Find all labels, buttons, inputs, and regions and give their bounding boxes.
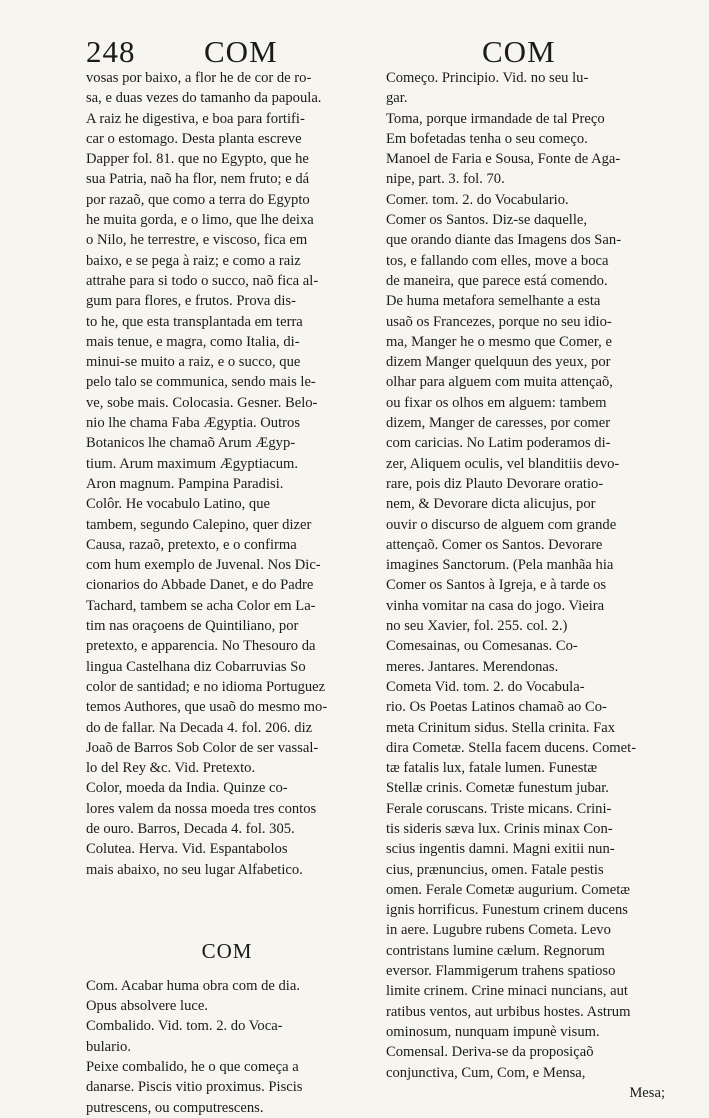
text-line: do de fallar. Na Decada 4. fol. 206. diz xyxy=(86,719,313,736)
text-line: he muita gorda, e o limo, que lhe deixa xyxy=(86,212,314,229)
text-line: Dapper fol. 81. que no Egypto, que he xyxy=(86,151,309,168)
text-line: Botanicos lhe chamaõ Arum Ægyp- xyxy=(86,435,296,452)
text-line: contristans lumine cælum. Regnorum xyxy=(386,942,605,959)
text-line: in aere. Lugubre rubens Cometa. Levo xyxy=(386,922,611,939)
text-line: Comer os Santos à Igreja, e à tarde os xyxy=(386,577,607,594)
text-line: Manoel de Faria e Sousa, Fonte de Aga- xyxy=(386,151,621,168)
text-line: ma, Manger he o mesmo que Comer, e xyxy=(386,333,612,350)
text-line: Em bofetadas tenha o seu começo. xyxy=(386,130,588,147)
text-line: meres. Jantares. Merendonas. xyxy=(386,658,559,675)
text-line: no seu Xavier, fol. 255. col. 2.) xyxy=(386,618,568,635)
text-line: scius ingentis damni. Magni exitii nun- xyxy=(386,841,615,858)
text-line: gar. xyxy=(386,90,408,107)
text-line: rio. Os Poetas Latinos chamaõ ao Co- xyxy=(386,699,607,716)
text-line: bulario. xyxy=(86,1038,131,1055)
left-column-text-after xyxy=(86,976,368,1118)
text-line: vosas por baixo, a flor he de cor de ro- xyxy=(86,70,312,86)
text-line: dizem Manger quelquun des yeux, por xyxy=(386,354,611,371)
text-line: omen. Ferale Cometæ augurium. Cometæ xyxy=(386,881,631,898)
text-line: Comer os Santos. Diz-se daquelle, xyxy=(386,212,588,229)
text-line: Cometa Vid. tom. 2. do Vocabula- xyxy=(386,678,585,695)
text-line: cius, prænuncius, omen. Fatale pestis xyxy=(386,861,604,878)
text-line: pretexto, e apparencia. No Thesouro da xyxy=(86,638,316,655)
text-line: sa, e duas vezes do tamanho da papoula. xyxy=(86,90,322,107)
text-line: lingua Castelhana diz Cobarruvias So xyxy=(86,658,306,675)
text-line: ouvir o discurso de alguem com grande xyxy=(386,516,617,533)
text-line: Colôr. He vocabulo Latino, que xyxy=(86,496,271,513)
text-line: tim nas oraçoens de Quintiliano, por xyxy=(86,618,299,635)
right-column-text xyxy=(386,68,665,1083)
text-line: que orando diante das Imagens dos San- xyxy=(386,232,622,249)
text-line: Tachard, tambem se acha Color em La- xyxy=(86,597,316,614)
text-line: dizem, Manger de caresses, por comer xyxy=(386,415,611,432)
text-line: minui-se muito a raiz, e o succo, que xyxy=(86,354,301,371)
text-line: temos Authores, que usaõ do mesmo mo- xyxy=(86,699,328,716)
text-line: zer, Aliquem oculis, vel blanditiis devo- xyxy=(386,455,620,472)
section-spacer xyxy=(86,880,368,934)
text-line: olhar para alguem com muita attençaõ, xyxy=(386,374,613,391)
text-line: Combalido. Vid. tom. 2. do Voca- xyxy=(86,1018,283,1035)
text-line: A raiz he digestiva, e boa para fortifi- xyxy=(86,110,305,127)
text-line: de ouro. Barros, Decada 4. fol. 305. xyxy=(86,820,295,837)
text-line: tambem, segundo Calepino, quer dizer xyxy=(86,516,312,533)
text-line: Joaõ de Barros Sob Color de ser vassal- xyxy=(86,739,319,756)
text-line: tium. Arum maximum Ægyptiacum. xyxy=(86,455,299,472)
text-line: to he, que esta transplantada em terra xyxy=(86,313,303,330)
left-column xyxy=(86,68,368,1118)
text-line: attençaõ. Comer os Santos. Devorare xyxy=(386,536,603,553)
text-line: imagines Sanctorum. (Pela manhãa hia xyxy=(386,557,614,574)
text-line: mais abaixo, no seu lugar Alfabetico. xyxy=(86,861,303,878)
text-line: usaõ os Francezes, porque no seu idio- xyxy=(386,313,612,330)
text-line: Comensal. Deriva-se da proposiçaõ xyxy=(386,1044,594,1061)
text-line: De huma metafora semelhante a esta xyxy=(386,293,601,310)
text-line: lores valem da nossa moeda tres contos xyxy=(86,800,317,817)
text-line: Com. Acabar huma obra com de dia. xyxy=(86,977,300,994)
text-line: nipe, part. 3. fol. 70. xyxy=(386,171,505,188)
text-line: o Nilo, he terrestre, e viscoso, fica em xyxy=(86,232,308,249)
catchword: Mesa; xyxy=(629,1084,665,1101)
text-line: rare, pois diz Plauto Devorare oratio- xyxy=(386,475,604,492)
section-heading: COM xyxy=(201,938,253,963)
text-line: tæ fatalis lux, fatale lumen. Funestæ xyxy=(386,760,598,777)
text-line: nem, & Devorare dicta alicujus, por xyxy=(386,496,596,513)
text-line: Toma, porque irmandade de tal Preço xyxy=(386,110,605,127)
headword-left: COM xyxy=(204,34,278,69)
text-line: ominosum, nunquam impunè visum. xyxy=(386,1023,600,1040)
text-line: color de santidad; e no idioma Portuguez xyxy=(86,678,326,695)
text-line: vinha vomitar na casa do jogo. Vieira xyxy=(386,597,605,614)
text-line: cionarios do Abbade Danet, e do Padre xyxy=(86,577,314,594)
text-line: por razaõ, que como a terra do Egypto xyxy=(86,191,310,208)
text-line: pelo talo se communica, sendo mais le- xyxy=(86,374,316,391)
text-line: tis sideris sæva lux. Crinis minax Con- xyxy=(386,820,613,837)
text-line: Opus absolvere luce. xyxy=(86,998,208,1015)
text-line: com caricias. No Latim poderamos di- xyxy=(386,435,611,452)
page-number: 248 xyxy=(86,34,136,69)
text-line: Comesainas, ou Comesanas. Co- xyxy=(386,638,578,655)
headword-right: COM xyxy=(482,34,556,69)
text-line: mais tenue, e magra, como Italia, di- xyxy=(86,333,300,350)
text-line: ignis horrificus. Funestum crinem ducens xyxy=(386,902,628,919)
text-line: de maneira, que parece está comendo. xyxy=(386,272,608,289)
text-line: Stellæ crinis. Cometæ funestum jubar. xyxy=(386,780,609,797)
text-line: baixo, e se pega à raiz; e como a raiz xyxy=(86,252,301,269)
text-line: Causa, razaõ, pretexto, e o confirma xyxy=(86,536,297,553)
text-line: Colutea. Herva. Vid. Espantabolos xyxy=(86,841,288,858)
text-line: ou fixar os olhos em alguem: tambem xyxy=(386,394,607,411)
text-line: Aron magnum. Pampina Paradisi. xyxy=(86,475,284,492)
text-line: Color, moeda da India. Quinze co- xyxy=(86,780,288,797)
text-line: lo del Rey &c. Vid. Pretexto. xyxy=(86,760,256,777)
text-line: sua Patria, naõ ha flor, nem fruto; e dá xyxy=(86,171,310,188)
text-line: Começo. Principio. Vid. no seu lu- xyxy=(386,70,589,86)
text-line: car o estomago. Desta planta escreve xyxy=(86,130,302,147)
text-line: Ferale coruscans. Triste micans. Crini- xyxy=(386,800,612,817)
text-line: limite crinem. Crine minaci nuncians, aut xyxy=(386,983,628,1000)
text-line: ratibus ventos, aut urbibus hostes. Astrum xyxy=(386,1003,631,1020)
text-line: eversor. Flammigerum trahens spatioso xyxy=(386,963,616,980)
right-column xyxy=(386,68,665,1103)
text-line: attrahe para si todo o succo, naõ fica al- xyxy=(86,272,319,289)
text-line: meta Crinitum sidus. Stella crinita. Fax xyxy=(386,719,616,736)
text-line: nio lhe chama Faba Ægyptia. Outros xyxy=(86,415,300,432)
text-line: conjunctiva, Cum, Com, e Mensa, xyxy=(386,1064,586,1081)
text-line: ve, sobe mais. Colocasia. Gesner. Belo- xyxy=(86,394,318,411)
text-line: dira Cometæ. Stella facem ducens. Comet- xyxy=(386,739,637,756)
text-line: putrescens, ou computrescens. xyxy=(86,1099,264,1116)
text-line: danarse. Piscis vitio proximus. Piscis xyxy=(86,1079,303,1096)
text-line: tos, e fallando com elles, move a boca xyxy=(386,252,609,269)
left-column-text xyxy=(86,68,368,880)
text-line: gum para flores, e frutos. Prova dis- xyxy=(86,293,296,310)
text-line: Comer. tom. 2. do Vocabulario. xyxy=(386,191,569,208)
text-line: com hum exemplo de Juvenal. Nos Dic- xyxy=(86,557,321,574)
text-line: Peixe combalido, he o que começa a xyxy=(86,1059,299,1076)
